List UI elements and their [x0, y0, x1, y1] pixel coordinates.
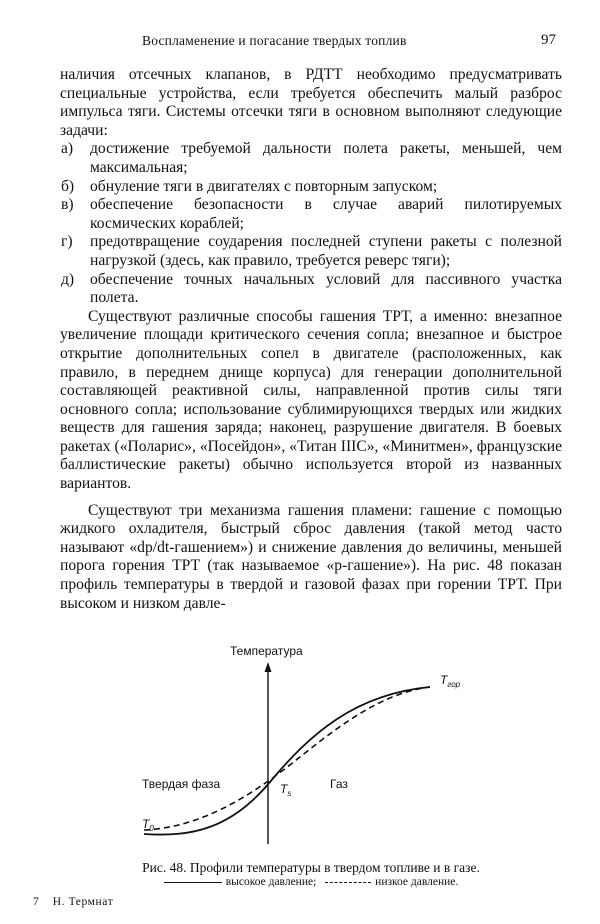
axis-arrow-icon: [265, 662, 272, 672]
paragraph-1: наличия отсечных клапанов, в РДТТ необходимо предусматривать специальные устройства, если требуется обеспечить малый разброс импульса тяги. Системы отсечки тяги в основном выполняют следующие задачи:: [60, 66, 562, 139]
figure-48: [100, 632, 520, 857]
list-item: [60, 178, 562, 197]
low-pressure-curve: [144, 687, 430, 830]
list-marker: д): [61, 270, 75, 288]
paragraph-2: Существуют различные способы гашения ТРТ, а именно: внезапное увеличение площади критического сечения сопла; внезапное и быстрое открытие дополнительных сопел в двигателе (расположенных, как правило, в переднем днище корпуса) для генерации дополнительной составляющей реактивной силы, направленной против силы тяги основного сопла; использование сублимирующихся твердых или жидких веществ для гашения заряда; наконец, разрушение двигателя. В боевых ракетах («Поларис», «Посейдон», «Титан IIIС», «Минитмен», французские баллистические ракеты) обычно используется второй из названных вариантов.: [60, 307, 562, 493]
t0-subscript: 0: [149, 824, 154, 833]
ts-label: [280, 782, 291, 798]
temperature-profile-diagram: [100, 632, 520, 857]
list-item-text: обеспечение безопасности в случае аварий пилотируемых космических кораблей;: [90, 196, 562, 232]
gas-label: Газ: [330, 777, 348, 791]
list-marker: б): [61, 177, 75, 195]
signature-name: Н. Термнат: [52, 896, 114, 908]
dashed-line-swatch: [325, 882, 371, 883]
t-gor-main: T: [440, 673, 448, 687]
figure-caption: Рис. 48. Профили температуры в твердом топливе и в газе.: [142, 860, 480, 875]
axis-label: Температура: [230, 644, 303, 658]
figure-key: [60, 876, 562, 888]
list-marker: в): [61, 196, 74, 214]
solid-phase-label: Твердая фаза: [142, 777, 221, 791]
ts-main: T: [280, 782, 288, 796]
list-item-text: предотвращение соударения последней ступени ракеты с полезной нагрузкой (здесь, как правило, требуется реверс тяги);: [90, 233, 562, 269]
t-gor-subscript: гор: [447, 680, 461, 689]
key-dashed-text: низкое давление.: [375, 876, 459, 888]
running-header: [60, 33, 560, 53]
key-solid-text: высокое давление;: [225, 876, 317, 888]
list-item-text: обнуление тяги в двигателях с повторным запуском;: [90, 177, 438, 195]
paragraph-3: Существуют три механизма гашения пламени: гашение с помощью жидкого охладителя, быстрый сброс давления (такой метод часто называют «dp/dt-гашением») и снижение давления до величины, меньшей порога горения ТРТ (так называемое «p-гашение»). На рис. 48 показан профиль температуры в твердой и газовой фазах при горении ТРТ. При высоком и низком давле-: [60, 501, 562, 612]
running-title: Воспламенение и погасание твердых топлив: [142, 33, 407, 48]
t-gor-label: [440, 673, 461, 689]
task-list: [60, 140, 562, 307]
list-item-text: обеспечение точных начальных условий для пассивного участка полета.: [90, 270, 562, 307]
solid-line-swatch: [164, 882, 222, 883]
t0-main: T: [142, 817, 150, 831]
list-item: [60, 233, 562, 270]
page-number: 97: [541, 32, 556, 48]
list-item: [60, 196, 562, 233]
list-item-text: достижение требуемой дальности полета ракеты, меньшей, чем максимальная;: [90, 140, 562, 176]
list-marker: г): [61, 233, 73, 251]
body-text: [60, 66, 562, 613]
list-item: [60, 271, 562, 308]
printer-signature: [33, 896, 113, 908]
list-item: [60, 140, 562, 177]
t0-label: [142, 817, 154, 833]
high-pressure-curve: [144, 687, 430, 835]
ts-subscript: s: [287, 789, 292, 798]
list-marker: а): [61, 140, 74, 158]
signature-number: 7: [33, 896, 39, 908]
